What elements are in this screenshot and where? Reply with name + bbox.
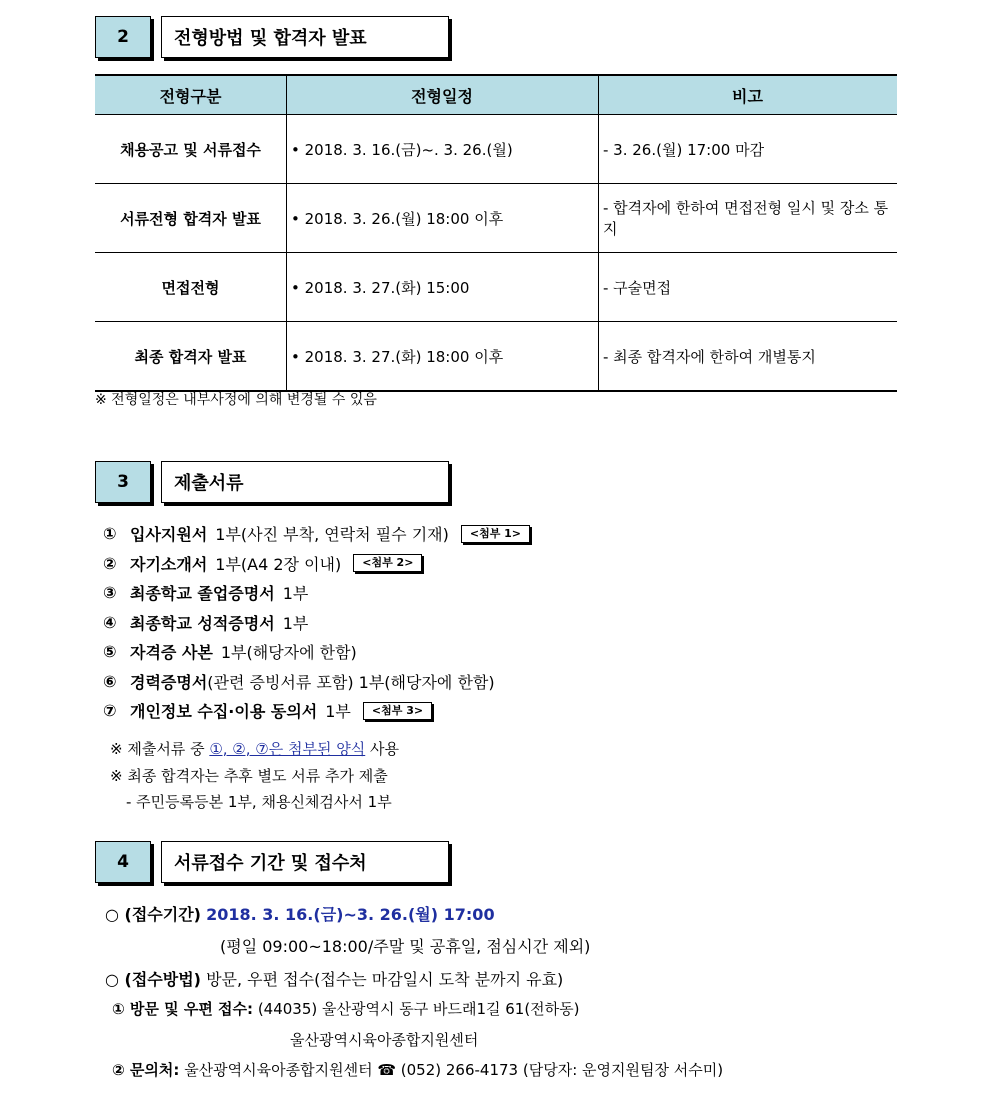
section-title: 제출서류: [161, 461, 449, 503]
visit-label: ① 방문 및 우편 접수:: [112, 1000, 254, 1018]
table-row: [95, 253, 897, 322]
list-item: [103, 667, 530, 697]
contact-label: ② 문의처:: [112, 1061, 180, 1079]
item-name: 최종학교 성적증명서: [130, 613, 275, 633]
item-desc: 1부: [325, 702, 351, 722]
visit-sub: 울산광역시육아종합지원센터: [290, 1031, 479, 1049]
section-number: 4: [95, 841, 151, 883]
note-cell: - 합격자에 한하여 면접전형 일시 및 장소 통지: [599, 184, 898, 253]
document-list: [103, 519, 530, 726]
schedule-cell: • 2018. 3. 16.(금)~. 3. 26.(월): [287, 115, 599, 184]
item-desc: 1부(사진 부착, 연락처 필수 기재): [215, 525, 449, 545]
schedule-cell: • 2018. 3. 27.(화) 15:00: [287, 253, 599, 322]
item-name: 개인정보 수집·이용 동의서: [130, 702, 318, 722]
period-label: ○ (접수기간): [105, 905, 201, 924]
item-number: ⑦: [103, 701, 117, 721]
visit-address: [112, 998, 580, 1019]
item-desc: 1부(A4 2장 이내): [215, 554, 342, 574]
schedule-footnote: ※ 전형일정은 내부사정에 의해 변경될 수 있음: [95, 392, 377, 408]
list-item: [103, 549, 530, 579]
schedule-cell: • 2018. 3. 27.(화) 18:00 이후: [287, 322, 599, 392]
item-desc: 1부(해당자에 한함): [220, 643, 357, 663]
table-row: [95, 184, 897, 253]
note-text: ※ 제출서류 중: [110, 740, 210, 758]
item-desc: 1부: [282, 584, 309, 604]
section-title: 서류접수 기간 및 접수처: [161, 841, 449, 883]
item-name: 경력증명서: [130, 672, 208, 692]
table-row: [95, 115, 897, 184]
item-number: ①: [103, 524, 117, 544]
method-value: 방문, 우편 접수(접수는 마감일시 도착 분까지 유효): [206, 970, 564, 989]
receipt-method: [105, 967, 563, 990]
list-item: [103, 696, 530, 726]
item-desc: (관련 증빙서류 포함) 1부(해당자에 한함): [207, 672, 495, 692]
table-row: [95, 322, 897, 392]
item-desc: 1부: [282, 613, 309, 633]
column-header: 전형구분: [95, 75, 287, 115]
note-cell: - 최종 합격자에 한하여 개별통지: [599, 322, 898, 392]
contact-value: 울산광역시육아종합지원센터 ☎ (052) 266-4173 (담당자: 운영지원팀장 서수미): [184, 1061, 724, 1079]
item-name: 최종학교 졸업증명서: [130, 584, 275, 604]
visit-value: (44035) 울산광역시 동구 바드래1길 61(전하동): [257, 1000, 580, 1018]
column-header: 비고: [599, 75, 898, 115]
stage-cell: 면접전형: [95, 253, 287, 322]
note-text: 사용: [365, 740, 399, 758]
note-highlight: ①, ②, ⑦은 첨부된 양식: [209, 740, 366, 758]
item-number: ②: [103, 553, 117, 573]
section-number: 2: [95, 16, 151, 58]
method-label: ○ (접수방법): [105, 970, 201, 989]
section-number: 3: [95, 461, 151, 503]
attachment-tag: <첨부 2>: [353, 554, 422, 572]
attachment-tag: <첨부 3>: [363, 702, 432, 720]
column-header: 전형일정: [287, 75, 599, 115]
document-note: ※ 최종 합격자는 추후 별도 서류 추가 제출: [110, 767, 388, 785]
list-item: [103, 519, 530, 549]
period-sub: (평일 09:00~18:00/주말 및 공휴일, 점심시간 제외): [220, 937, 591, 956]
note-cell: - 구술면접: [599, 253, 898, 322]
stage-cell: 최종 합격자 발표: [95, 322, 287, 392]
item-name: 자격증 사본: [130, 643, 213, 663]
list-item: [103, 637, 530, 667]
document-note: - 주민등록등본 1부, 채용신체검사서 1부: [126, 793, 392, 811]
item-number: ③: [103, 583, 117, 603]
period-value: 2018. 3. 16.(금)~3. 26.(월) 17:00: [206, 905, 495, 924]
receipt-period: [105, 902, 495, 925]
list-item: [103, 578, 530, 608]
item-number: ④: [103, 612, 117, 632]
item-name: 자기소개서: [130, 554, 208, 574]
section-title: 전형방법 및 합격자 발표: [161, 16, 449, 58]
document-note: [110, 738, 399, 759]
item-name: 입사지원서: [130, 525, 208, 545]
table-header-row: [95, 75, 897, 115]
list-item: [103, 608, 530, 638]
item-number: ⑤: [103, 642, 117, 662]
stage-cell: 채용공고 및 서류접수: [95, 115, 287, 184]
schedule-cell: • 2018. 3. 26.(월) 18:00 이후: [287, 184, 599, 253]
schedule-table: [95, 74, 897, 392]
stage-cell: 서류전형 합격자 발표: [95, 184, 287, 253]
attachment-tag: <첨부 1>: [461, 525, 530, 543]
item-number: ⑥: [103, 671, 117, 691]
note-cell: - 3. 26.(월) 17:00 마감: [599, 115, 898, 184]
contact-info: [112, 1059, 723, 1080]
